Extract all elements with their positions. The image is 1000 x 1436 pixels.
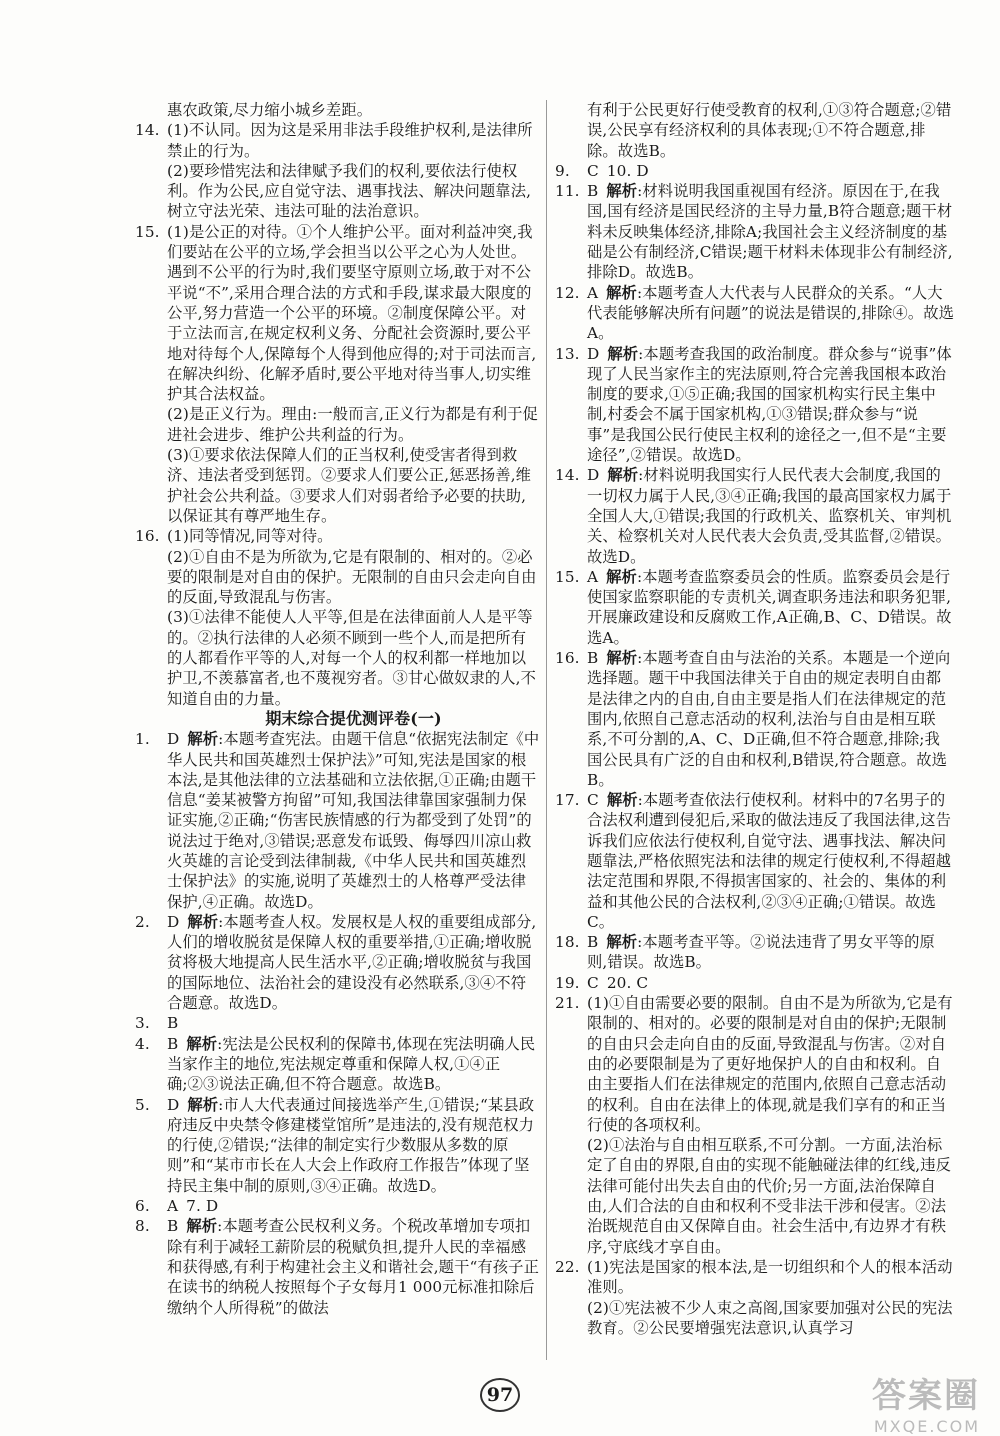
item-number: 2.	[135, 912, 150, 931]
answer-item	[555, 344, 955, 466]
answer-text: (1)①自由需要必要的限制。自由不是为所欲为,它是有限制的、相对的。必要的限制是对自由的保护;无限制的自由只会走向自由的反面,导致混乱与伤害。②对自由的必要限制是为了更好地保护人的自由和权利。自由主要指人们在法律规定的范围内,依照自己意志活动的权利。自由在法律上的体现,就是我们享有的和正当行使的各项权利。	[587, 994, 953, 1134]
answer-item	[135, 222, 540, 405]
item-number: 11.	[555, 182, 580, 201]
answer-item	[555, 790, 955, 932]
answer-item	[135, 1034, 540, 1095]
page-footer	[470, 1378, 530, 1418]
answer-item	[135, 1216, 540, 1317]
answer-text: :本题考查人权。发展权是人权的重要组成部分,人们的增收脱贫是保障人权的重要举措,①正确;增收脱贫将极大地提高人民生活水平,②正确;增收脱贫与我国的国际地位、法治社会的建设没有必然联系,③④不符合题意。故选D。	[167, 912, 537, 1013]
analysis-label: 解析	[187, 1095, 219, 1114]
item-number: 22.	[555, 1257, 580, 1276]
item-number: 17.	[555, 791, 580, 810]
item-number: 16.	[135, 527, 160, 546]
answer-text: (1)是公正的对待。①个人维护公平。面对利益冲突,我们要站在公平的立场,学会担当以公平之心为人处世。遇到不公平的行为时,我们要坚守原则立场,敢于对不公平说“不”,采用合理合法的方式和手段,谋求最大限度的公平,努力营造一个公平的环境。②制度保障公平。对于立法而言,在规定权利义务、分配社会资源时,要公平地对待每个人,保障每个人得到他应得的;对于司法而言,在解决纠纷、化解矛盾时,要公平地对待当事人,切实维护其合法权益。	[167, 222, 537, 404]
answer-continuation: (2)①宪法被不少人束之高阁,国家要加强对公民的宪法教育。②公民要增强宪法意识,认真学习	[587, 1298, 953, 1337]
item-number: 3.	[135, 1014, 150, 1033]
analysis-label: 解析	[187, 912, 219, 931]
answer-choice: B	[587, 649, 599, 668]
item-number: 6.	[135, 1197, 150, 1216]
answer-text: :本题考查公民权利义务。个税改革增加专项扣除有利于减轻工薪阶层的税赋负担,提升人民的幸福感和获得感,有利于构建社会主义和谐社会,题干“有孩子正在读书的纳税人按照每个子女每月1 000元标准扣除后缴纳个人所得税”的做法	[167, 1217, 539, 1317]
answer-choice: B	[167, 1034, 179, 1053]
answer-text: (1)同等情况,同等对待。	[167, 527, 333, 546]
section-title: 期末综合提优测评卷(一)	[265, 708, 442, 728]
answer-item	[135, 526, 540, 546]
answer-item	[135, 1196, 540, 1216]
answer-text: :本题考查自由与法治的关系。本题是一个逆向选择题。题干中我国法律关于自由的规定表明自由都是法律之内的自由,自由主要是指人们在法律规定的范围内,依照自己意志活动的权利,法治与自由是相互联系,不可分割的,A、C、D正确,但不符合题意,排除;我国公民具有广泛的自由和权利,B错误,符合题意。故选B。	[587, 649, 951, 789]
answer-item	[555, 973, 955, 993]
answer-text: :本题考查人大代表与人民群众的关系。“人大代表能够解决所有问题”的说法是错误的,排除④。故选A。	[587, 283, 955, 343]
answer-item	[555, 283, 955, 344]
item-number: 16.	[555, 649, 580, 668]
answer-continuation: (3)①要求依法保障人们的正当权利,使受害者得到救济、违法者受到惩罚。②要求人们要公正,惩恶扬善,维护社会公共利益。③要求人们对弱者给予必要的扶助,以保证其有尊严地生存。	[167, 446, 532, 525]
answer-item	[135, 120, 540, 161]
item-number: 12.	[555, 283, 580, 302]
item-number: 14.	[135, 121, 160, 140]
answer-item	[555, 567, 955, 648]
answer-item	[555, 1257, 955, 1298]
answer-item	[555, 465, 955, 566]
answer-text: :本题考查监察委员会的性质。监察委员会是行使国家监察职能的专责机关,调查职务违法和职务犯罪,开展廉政建设和反腐败工作,A正确,B、C、D错误。故选A。	[587, 567, 952, 647]
answer-continuation: 有利于公民更好行使受教育的权利,①③符合题意;②错误,公民享有经济权利的具体表现;①不符合题意,排除。故选B。	[587, 101, 952, 160]
answer-choice: C	[587, 791, 599, 810]
answer-continuation: (2)①自由不是为所欲为,它是有限制的、相对的。②必要的限制是对自由的保护。无限制的自由只会走向自由的反面,导致混乱与伤害。	[167, 547, 537, 607]
answer-continuation: (2)①法治与自由相互联系,不可分割。一方面,法治标定了自由的界限,自由的实现不能触碰法律的红线,违反法律可能付出失去自由的代价;另一方面,法治保障自由,人们合法的自由和权利不受非法干涉和侵害。②法治既规范自由又保障自由。社会生活中,有边界才有秩序,守底线才享自由。	[587, 1136, 952, 1256]
answer-text: :材料说明我国重视国有经济。原因在于,在我国,国有经济是国民经济的主导力量,B符合题意;题干材料未反映集体经济,排除A;我国社会主义经济制度的基础是公有制经济,C错误;题干材料未体现非公有制经济,排除D。故选B。	[587, 182, 953, 282]
answer-choice: D	[167, 1095, 180, 1114]
answer-choice: B	[587, 182, 599, 201]
answer-continuation: 惠农政策,尽力缩小城乡差距。	[167, 101, 373, 119]
answer-item	[135, 912, 540, 1013]
item-number: 21.	[555, 994, 580, 1013]
analysis-label: 解析	[606, 182, 638, 201]
answer-item	[135, 1095, 540, 1196]
item-number: 19.	[555, 973, 580, 992]
answer-continuation: (3)①法律不能使人人平等,但是在法律面前人人是平等的。②执行法律的人必须不顾到一些个人,而是把所有的人都看作平等的人,对每一个人的权利都一样地加以护卫,不羡慕富者,也不蔑视穷者。③甘心做奴隶的人,不知道自由的力量。	[167, 608, 537, 708]
watermark-sub: MXQE.COM	[873, 1417, 980, 1436]
answer-item	[555, 181, 955, 282]
answer-text: :本题考查依法行使权利。材料中的7名男子的合法权利遭到侵犯后,采取的做法违反了我国法律,这告诉我们应依法行使权利,自觉守法、遇事找法、解决问题靠法,严格依照宪法和法律的规定行使权利,不得超越法定范围和界限,不得损害国家的、社会的、集体的利益和其他公民的合法权利,②③④正确;①错误。故选C。	[587, 791, 952, 931]
answer-item	[555, 932, 955, 973]
column-divider	[546, 100, 547, 1360]
answer-item	[555, 161, 955, 181]
answer-choice: A	[167, 1197, 179, 1216]
answer-text: :本题考查宪法。由题干信息“依据宪法制定《中华人民共和国英雄烈士保护法》”可知,宪法是国家的根本法,是其他法律的立法基础和立法依据,①正确;由题干信息“姜某被警方拘留”可知,我国法律靠国家强制力保证实施,②正确;“伤害民族情感的行为都受到了处罚”的说法过于绝对,③错误;恶意发布诋毁、侮辱四川凉山救火英雄的言论受到法律制裁,《中华人民共和国英雄烈士保护法》的实施,说明了英雄烈士的人格尊严受法律保护,④正确。故选D。	[167, 730, 540, 911]
item-number: 15.	[135, 222, 160, 241]
answer-text: (1)不认同。因为这是采用非法手段维护权利,是法律所禁止的行为。	[167, 121, 533, 160]
analysis-label: 解析	[187, 730, 219, 749]
answer-choice: D	[167, 912, 180, 931]
answer-continuation: (2)是正义行为。理由:一般而言,正义行为都是有利于促进社会进步、维护公共利益的行为。	[167, 405, 538, 444]
answer-item	[135, 1013, 540, 1033]
answer-text: (1)宪法是国家的根本法,是一切组织和个人的根本活动准则。	[587, 1257, 953, 1297]
item-number: 14.	[555, 466, 580, 485]
answer-text: :本题考查平等。②说法违背了男女平等的原则,错误。故选B。	[587, 933, 935, 972]
item-number: 13.	[555, 344, 580, 363]
watermark-main: 答案圈	[872, 1376, 980, 1416]
answer-choice: D	[167, 730, 180, 749]
answer-text: :市人大代表通过间接选举产生,①错误;“某县政府违反中央禁令修建楼堂馆所”是违法的,没有规范权力的行使,②错误;“法律的制定实行少数服从多数的原则”和“某市市长在人大会上作政府工作报告”体现了坚持民主集中制的原则,③④正确。故选D。	[167, 1095, 535, 1195]
analysis-label: 解析	[606, 649, 638, 668]
answer-text: :本题考查我国的政治制度。群众参与“说事”体现了人民当家作主的宪法原则,符合完善我国根本政治制度的要求,①⑤正确;我国的国家机构实行民主集中制,村委会不属于国家机构,①③错误;群众参与“说事”是我国公民行使民主权利的途径之一,但不是“主要途径”,②错误。故选D。	[587, 344, 952, 465]
answer-choice: C	[587, 161, 599, 180]
answer-choice: B	[587, 933, 599, 952]
analysis-label: 解析	[606, 567, 637, 586]
item-number: 4.	[135, 1034, 150, 1053]
answer-text: :材料说明我国实行人民代表大会制度,我国的一切权力属于人民,③④正确;我国的最高国家权力属于全国人大,①错误;我国的行政机关、监察机关、审判机关、检察机关对人民代表大会负责,受其监督,②错误。故选D。	[587, 466, 952, 566]
left-column	[135, 100, 540, 1318]
answer-item	[555, 648, 955, 790]
item-number: 9.	[555, 161, 570, 180]
answer-choice: D	[587, 466, 600, 485]
answer-choice: A	[587, 283, 599, 302]
answer-text: 10. D	[606, 161, 649, 180]
item-number: 15.	[555, 567, 580, 586]
answer-text: :宪法是公民权利的保障书,体现在宪法明确人民当家作主的地位,宪法规定尊重和保障人权,①④正确;②③说法正确,但不符合题意。故选B。	[167, 1034, 536, 1094]
answer-choice: D	[587, 344, 600, 363]
answer-item	[555, 993, 955, 1135]
item-number: 1.	[135, 730, 150, 749]
analysis-label: 解析	[186, 1034, 218, 1053]
item-number: 8.	[135, 1217, 150, 1236]
answer-item	[135, 729, 540, 912]
answer-choice: A	[587, 567, 599, 586]
analysis-label: 解析	[606, 791, 638, 810]
item-number: 5.	[135, 1095, 150, 1114]
answer-text: 20. C	[606, 973, 649, 992]
analysis-label: 解析	[606, 283, 637, 302]
answer-choice: B	[167, 1217, 179, 1236]
watermark-logo	[800, 1368, 980, 1436]
answer-continuation: (2)要珍惜宪法和法律赋予我们的权利,要依法行使权利。作为公民,应自觉守法、遇事找法、解决问题靠法,树立守法光荣、违法可耻的法治意识。	[167, 161, 532, 221]
analysis-label: 解析	[607, 344, 639, 363]
analysis-label: 解析	[186, 1217, 218, 1236]
item-number: 18.	[555, 933, 580, 952]
answer-choice: C	[587, 973, 599, 992]
answer-text: 7. D	[186, 1197, 219, 1216]
analysis-label: 解析	[606, 933, 638, 952]
page-number: 97	[480, 1378, 520, 1412]
answer-choice: B	[167, 1014, 179, 1033]
analysis-label: 解析	[607, 466, 639, 485]
right-column	[555, 100, 955, 1338]
